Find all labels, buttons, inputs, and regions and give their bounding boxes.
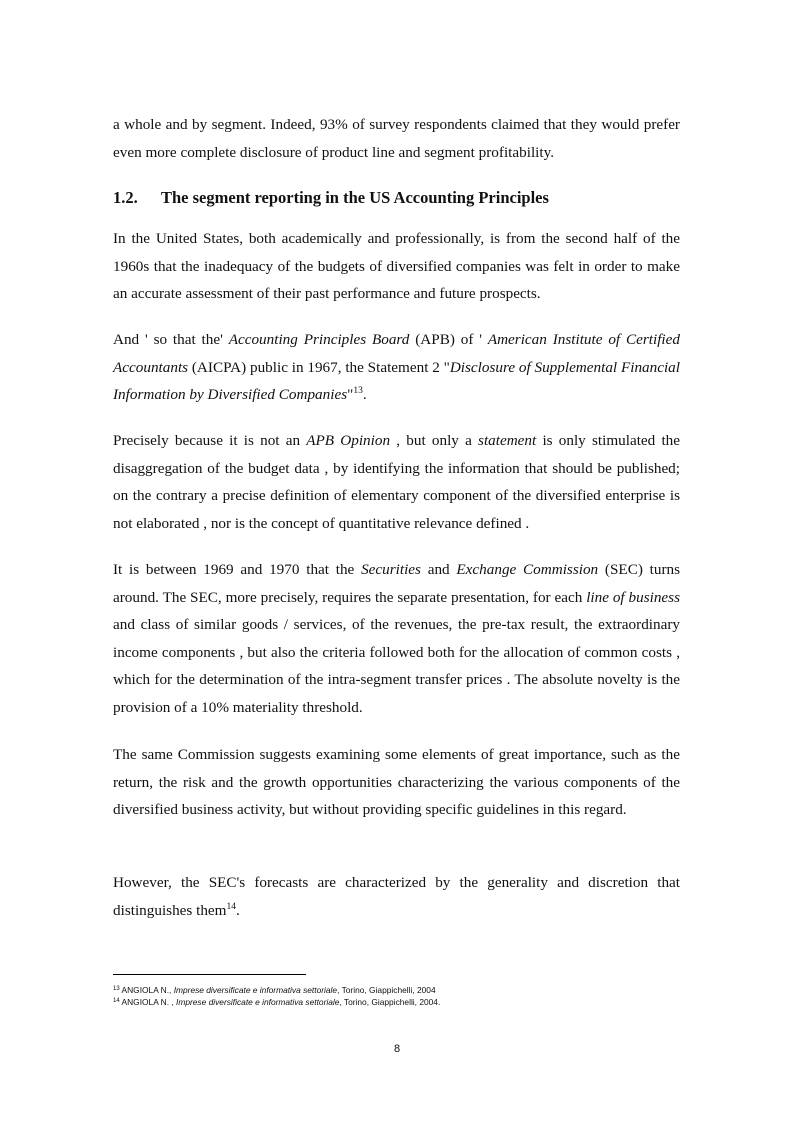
italic-term: Securities (361, 561, 421, 578)
text-run: (APB) of ' (409, 331, 488, 348)
paragraph-continuation: a whole and by segment. Indeed, 93% of survey respondents claimed that they would prefer even more complete disclosure of product line and segment profitability. (113, 116, 680, 161)
text-run: It is between 1969 and 1970 that the (113, 561, 362, 578)
footnote-author: ANGIOLA N., (119, 985, 174, 995)
italic-term: American Institute of Certified Accountants (113, 331, 680, 376)
text-run: . (235, 901, 240, 919)
text-run: is only stimulated the disaggregation of the budget data , by identifying the information that should be published; on the contrary a precise definition of elementary component of the diversified enterprise is not elaborated , nor is the concept of quantitative relevance defined . (113, 432, 681, 532)
italic-title: Disclosure of Supplemental Financial Information by Diversified Companies (113, 358, 680, 403)
paragraph-apb-opinion (113, 427, 680, 537)
footnote-publisher: , Torino, Giappichelli, 2004 (337, 985, 436, 995)
italic-term: statement (478, 432, 537, 449)
footnote-ref-14[interactable]: 14 (226, 901, 236, 912)
footnote-title: Imprese diversificate e informativa settoriale (173, 985, 338, 995)
section-heading (113, 186, 680, 210)
text-run: And ' so that the' (113, 331, 229, 348)
footnote-13 (113, 985, 680, 996)
footnote-mark: 13 (113, 986, 120, 992)
footnote-author: ANGIOLA N. , (119, 997, 177, 1007)
page-number: 8 (393, 1043, 401, 1055)
text-run: " (347, 386, 354, 403)
text-run: and (420, 561, 457, 578)
italic-term: line of business (586, 588, 680, 606)
paragraph-sec-forecasts (113, 869, 680, 924)
paragraph-commission: The same Commission suggests examining some elements of great importance, such as the return, the risk and the growth opportunities characterizing the various components of the diversified business activity, but without providing specific guidelines in this regard. (113, 746, 680, 818)
footnote-mark: 14 (113, 998, 120, 1004)
section-number: 1.2. (113, 188, 138, 207)
paragraph-apb-statement (113, 326, 680, 409)
section-title: The segment reporting in the US Accounting Principles (161, 188, 549, 207)
footnote-separator (113, 974, 306, 975)
paragraph-us-1960s: In the United States, both academically and professionally, is from the second half of the 1960s that the inadequacy of the budgets of diversified companies was felt in order to make an accurate assessment of their past performance and future prospects. (113, 230, 680, 302)
footnote-14 (113, 997, 680, 1008)
paragraph-sec-1969 (113, 556, 680, 721)
italic-term: Exchange Commission (456, 561, 599, 578)
text-run: and class of similar goods / services, of the revenues, the pre-tax result, the extraordinary income components , but also the criteria followed both for the allocation of common costs , which for the determination of the intra-segment transfer prices . The absolute novelty is the provision of a 10% materiality threshold. (113, 616, 680, 716)
footnote-ref-13[interactable]: 13 (353, 386, 363, 396)
text-run: However, the SEC's forecasts are characterized by the generality and discretion that distinguishes them (113, 874, 680, 919)
text-run: (SEC) turns around. The SEC, more precisely, requires the separate presentation, for each (113, 561, 681, 606)
text-run: , but only a (390, 432, 479, 449)
italic-term: APB Opinion (306, 432, 391, 449)
text-run: Precisely because it is not an (113, 432, 307, 449)
footnote-publisher: , Torino, Giappichelli, 2004. (339, 997, 441, 1007)
text-run: . (362, 386, 367, 403)
text-run: (AICPA) public in 1967, the Statement 2 " (188, 358, 450, 376)
italic-term: Accounting Principles Board (228, 331, 410, 348)
footnote-title: Imprese diversificate e informativa settoriale (176, 997, 340, 1007)
